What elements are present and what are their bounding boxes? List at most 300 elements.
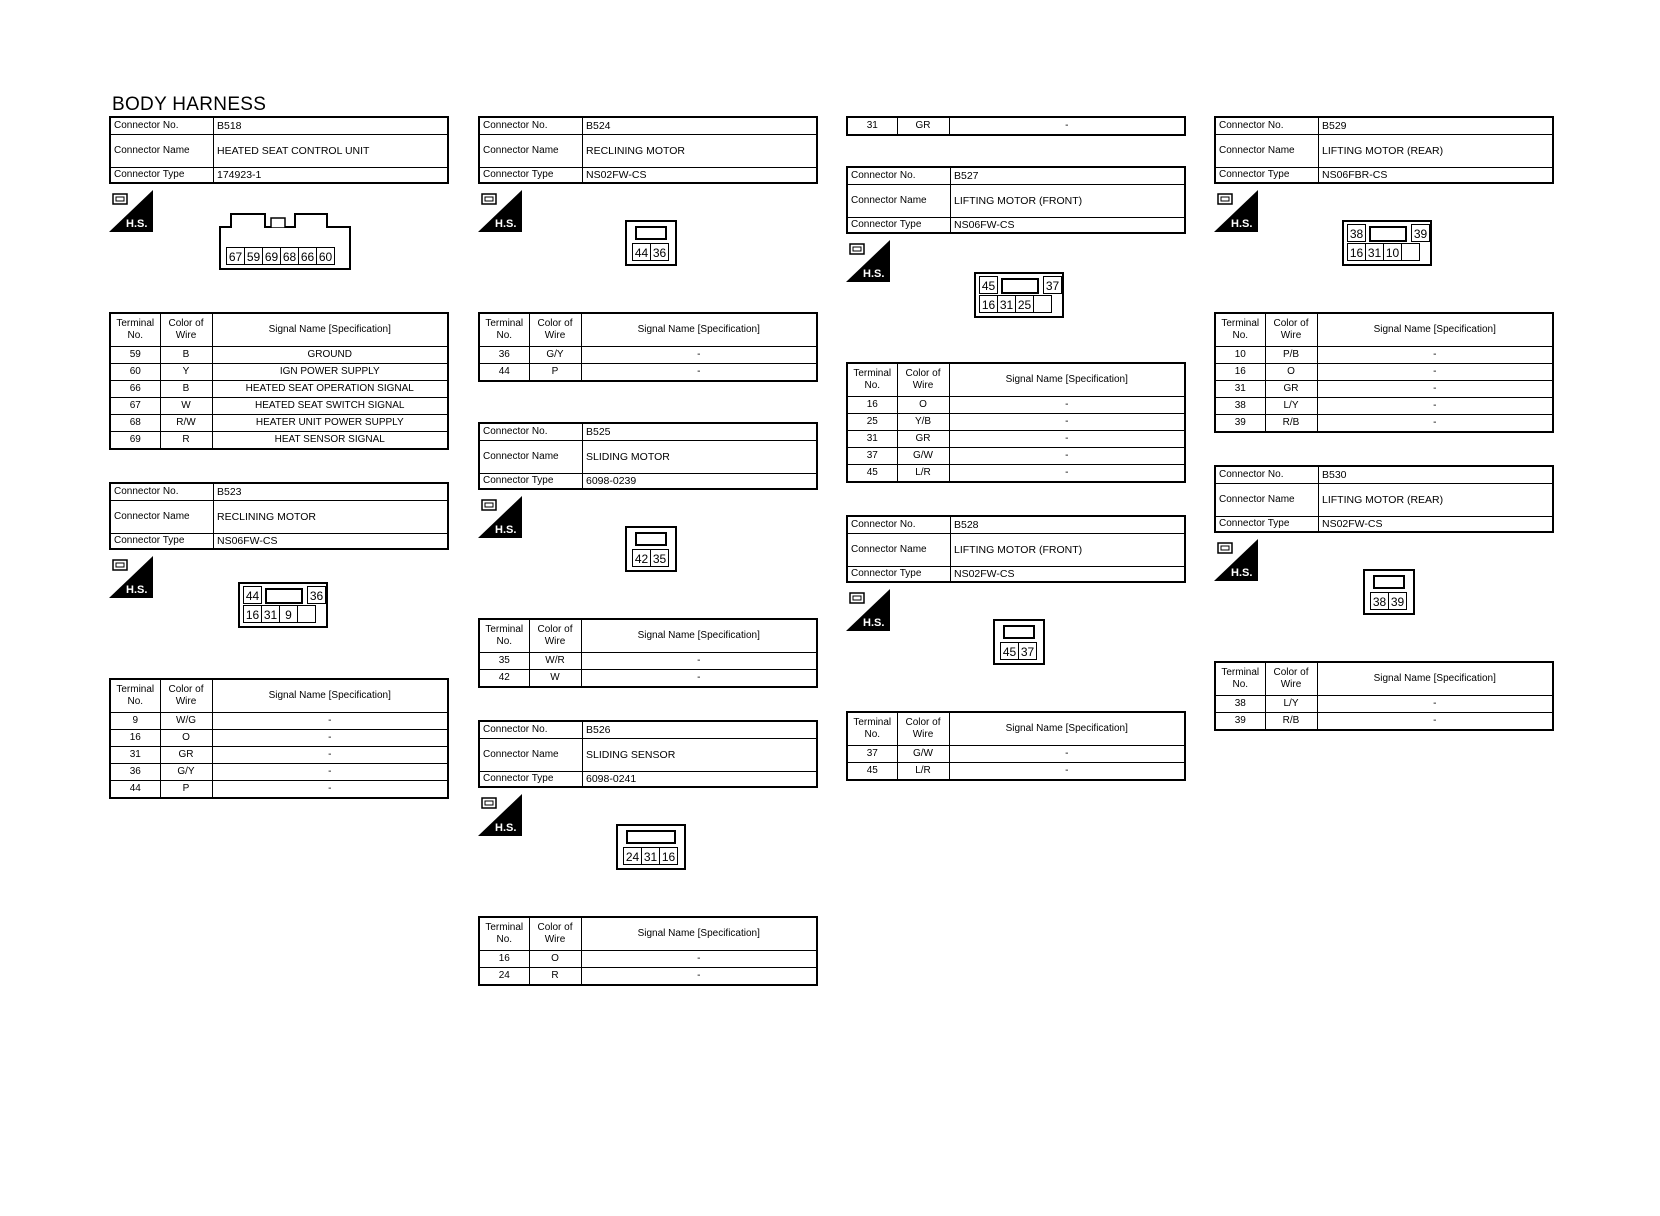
harness-side-icon: [109, 556, 153, 598]
connector-name-value: HEATED SEAT CONTROL UNIT: [214, 135, 449, 168]
pin-row-bottom: [243, 605, 315, 622]
signal-header: Signal Name [Specification]: [581, 313, 817, 347]
pin-row: [226, 247, 334, 264]
pin-cell: 9: [279, 605, 298, 623]
column-3: [846, 116, 1186, 781]
pin-cell: 24: [623, 847, 642, 865]
signal-cell: -: [581, 364, 817, 382]
pin-row: [1370, 592, 1406, 609]
table-row: [1215, 415, 1553, 433]
signal-cell: -: [1317, 398, 1553, 415]
connector-type-value: 6098-0241: [583, 772, 818, 788]
signal-cell: -: [212, 747, 448, 764]
terminal-cell: 16: [847, 397, 897, 414]
connector-info-b527: [846, 166, 1186, 234]
table-row: [110, 364, 448, 381]
pin-cell: 25: [1015, 295, 1034, 313]
terminal-cell: 38: [1215, 696, 1265, 713]
color-cell: GR: [897, 431, 949, 448]
terminal-cell: 42: [479, 670, 529, 688]
connector-info-b524: [478, 116, 818, 184]
signal-cell: IGN POWER SUPPLY: [212, 364, 448, 381]
harness-side-icon: [478, 190, 522, 232]
terminal-cell: 16: [1215, 364, 1265, 381]
connector-diagram-b528: [846, 583, 1186, 711]
signal-cell: -: [949, 117, 1185, 135]
color-cell: GR: [897, 117, 949, 135]
connector-face-b530: [1363, 569, 1415, 615]
signal-header: Signal Name [Specification]: [581, 917, 817, 951]
connector-no-label: Connector No.: [847, 516, 951, 534]
table-row: [847, 117, 1185, 135]
table-row: [1215, 364, 1553, 381]
connector-name-label: Connector Name: [847, 185, 951, 218]
color-header: Color of Wire: [1265, 313, 1317, 347]
color-cell: W: [529, 670, 581, 688]
terminal-cell: 24: [479, 968, 529, 986]
color-header: Color of Wire: [529, 619, 581, 653]
terminal-cell: 68: [110, 415, 160, 432]
terminal-cell: 16: [479, 951, 529, 968]
pin-row-top: [243, 586, 325, 604]
connector-no-label: Connector No.: [1215, 117, 1319, 135]
connector-no-value: B528: [951, 516, 1186, 534]
color-cell: R: [529, 968, 581, 986]
connector-info-b526: [478, 720, 818, 788]
pin-cell: 37: [1018, 642, 1037, 660]
connector-no-value: B529: [1319, 117, 1554, 135]
connector-name-value: LIFTING MOTOR (REAR): [1319, 135, 1554, 168]
color-header: Color of Wire: [897, 712, 949, 746]
pin-cell: 45: [1000, 642, 1019, 660]
table-row: [110, 347, 448, 364]
pin-cell-empty: [1033, 295, 1052, 313]
pin-cell-empty: [1401, 243, 1420, 261]
connector-type-value: 174923-1: [214, 168, 449, 184]
signal-cell: -: [949, 414, 1185, 431]
connector-type-label: Connector Type: [479, 168, 583, 184]
terminal-cell: 25: [847, 414, 897, 431]
table-row: [110, 713, 448, 730]
signal-cell: -: [581, 670, 817, 688]
color-cell: R/B: [1265, 415, 1317, 433]
table-row: [110, 432, 448, 450]
terminal-cell: 44: [110, 781, 160, 799]
signal-cell: -: [949, 746, 1185, 763]
connector-type-value: NS06FBR-CS: [1319, 168, 1554, 184]
connector-name-label: Connector Name: [479, 441, 583, 474]
connector-type-label: Connector Type: [1215, 168, 1319, 184]
terminal-cell: 38: [1215, 398, 1265, 415]
connector-info-b518: [109, 116, 449, 184]
color-cell: B: [160, 381, 212, 398]
terminal-table-b527: [846, 362, 1186, 483]
color-cell: O: [529, 951, 581, 968]
connector-diagram-b530: [1214, 533, 1554, 661]
pin-row-bottom: [979, 295, 1051, 312]
column-1: [109, 116, 449, 799]
connector-type-value: NS06FW-CS: [214, 534, 449, 550]
signal-cell: -: [949, 431, 1185, 448]
terminal-cell: 60: [110, 364, 160, 381]
signal-cell: -: [949, 465, 1185, 483]
pin-cell: 59: [244, 247, 263, 265]
color-cell: L/R: [897, 763, 949, 781]
hs-label: H.S.: [863, 268, 885, 280]
table-row: [110, 764, 448, 781]
connector-name-label: Connector Name: [1215, 135, 1319, 168]
latch-slot: [1003, 625, 1035, 639]
pin-cell: 16: [243, 605, 262, 623]
color-cell: G/Y: [529, 347, 581, 364]
latch-slot: [635, 532, 667, 546]
pin-cell: 31: [641, 847, 660, 865]
terminal-table-b526: [478, 916, 818, 986]
connector-no-label: Connector No.: [110, 117, 214, 135]
connector-type-value: NS02FW-CS: [583, 168, 818, 184]
pin-cell: 16: [979, 295, 998, 313]
connector-no-label: Connector No.: [110, 483, 214, 501]
signal-cell: HEATED SEAT OPERATION SIGNAL: [212, 381, 448, 398]
color-cell: R: [160, 432, 212, 450]
color-cell: B: [160, 347, 212, 364]
signal-cell: -: [581, 968, 817, 986]
connector-diagram-b523: [109, 550, 449, 678]
pin-cell: 31: [1365, 243, 1384, 261]
signal-cell: -: [949, 448, 1185, 465]
color-cell: O: [897, 397, 949, 414]
table-row: [110, 781, 448, 799]
terminal-table-b523: [109, 678, 449, 799]
table-row: [479, 670, 817, 688]
table-row: [1215, 381, 1553, 398]
pin-cell: 69: [262, 247, 281, 265]
color-cell: GR: [160, 747, 212, 764]
connector-name-value: LIFTING MOTOR (FRONT): [951, 185, 1186, 218]
terminal-no-header: Terminal No.: [110, 313, 160, 347]
terminal-table-b530: [1214, 661, 1554, 731]
connector-name-value: SLIDING MOTOR: [583, 441, 818, 474]
hs-label: H.S.: [126, 218, 148, 230]
page-title: BODY HARNESS: [112, 94, 267, 115]
terminal-table-b526-continued: [846, 116, 1186, 136]
pin-cell: 31: [997, 295, 1016, 313]
connector-info-b528: [846, 515, 1186, 583]
signal-cell: -: [1317, 347, 1553, 364]
pin-row: [623, 847, 677, 864]
column-2: [478, 116, 818, 986]
pin-cell: 67: [226, 247, 245, 265]
terminal-cell: 10: [1215, 347, 1265, 364]
hs-label: H.S.: [126, 584, 148, 596]
terminal-table-b518: [109, 312, 449, 450]
connector-name-value: LIFTING MOTOR (REAR): [1319, 484, 1554, 517]
color-header: Color of Wire: [529, 313, 581, 347]
color-cell: GR: [1265, 381, 1317, 398]
color-cell: W/G: [160, 713, 212, 730]
signal-header: Signal Name [Specification]: [949, 712, 1185, 746]
terminal-cell: 16: [110, 730, 160, 747]
connector-no-label: Connector No.: [479, 117, 583, 135]
table-row: [479, 951, 817, 968]
signal-header: Signal Name [Specification]: [212, 313, 448, 347]
terminal-no-header: Terminal No.: [1215, 662, 1265, 696]
connector-type-value: NS06FW-CS: [951, 218, 1186, 234]
terminal-cell: 35: [479, 653, 529, 670]
connector-info-b529: [1214, 116, 1554, 184]
color-cell: W: [160, 398, 212, 415]
signal-cell: -: [212, 730, 448, 747]
harness-side-icon: [846, 240, 890, 282]
table-row: [479, 347, 817, 364]
signal-header: Signal Name [Specification]: [1317, 662, 1553, 696]
harness-side-icon: [109, 190, 153, 232]
terminal-cell: 31: [110, 747, 160, 764]
pin-row: [632, 549, 668, 566]
table-row: [847, 746, 1185, 763]
connector-face-b524: [625, 220, 677, 266]
connector-face-b525: [625, 526, 677, 572]
connector-diagram-b529: [1214, 184, 1554, 312]
color-cell: G/Y: [160, 764, 212, 781]
latch-slot: [1369, 226, 1407, 242]
table-row: [847, 431, 1185, 448]
latch-slot: [635, 226, 667, 240]
terminal-cell: 31: [847, 431, 897, 448]
connector-name-label: Connector Name: [479, 135, 583, 168]
terminal-cell: 39: [1215, 713, 1265, 731]
table-row: [110, 730, 448, 747]
terminal-no-header: Terminal No.: [479, 619, 529, 653]
terminal-cell: 44: [479, 364, 529, 382]
connector-face-b527: [974, 272, 1064, 318]
terminal-no-header: Terminal No.: [847, 363, 897, 397]
harness-side-icon: [478, 794, 522, 836]
harness-side-icon: [1214, 539, 1258, 581]
pin-row: [632, 243, 668, 260]
connector-face-b526: [616, 824, 686, 870]
connector-no-value: B527: [951, 167, 1186, 185]
terminal-table-b529: [1214, 312, 1554, 433]
pin-cell: 44: [632, 243, 651, 261]
terminal-cell: 66: [110, 381, 160, 398]
table-row: [1215, 347, 1553, 364]
table-row: [110, 747, 448, 764]
connector-type-label: Connector Type: [479, 474, 583, 490]
color-header: Color of Wire: [1265, 662, 1317, 696]
terminal-cell: 45: [847, 465, 897, 483]
connector-no-value: B518: [214, 117, 449, 135]
signal-cell: HEATED SEAT SWITCH SIGNAL: [212, 398, 448, 415]
harness-side-icon: [478, 496, 522, 538]
harness-side-icon: [1214, 190, 1258, 232]
pin-cell: 10: [1383, 243, 1402, 261]
connector-no-value: B524: [583, 117, 818, 135]
terminal-table-b524: [478, 312, 818, 382]
hs-label: H.S.: [495, 822, 517, 834]
signal-header: Signal Name [Specification]: [581, 619, 817, 653]
pin-cell: 31: [261, 605, 280, 623]
pin-row: [1000, 642, 1036, 659]
signal-cell: -: [1317, 381, 1553, 398]
signal-header: Signal Name [Specification]: [212, 679, 448, 713]
signal-cell: -: [212, 713, 448, 730]
table-row: [847, 397, 1185, 414]
color-header: Color of Wire: [897, 363, 949, 397]
signal-header: Signal Name [Specification]: [949, 363, 1185, 397]
terminal-no-header: Terminal No.: [479, 313, 529, 347]
signal-cell: -: [1317, 696, 1553, 713]
signal-cell: -: [212, 764, 448, 781]
terminal-cell: 31: [1215, 381, 1265, 398]
connector-no-value: B523: [214, 483, 449, 501]
pin-cell: 66: [298, 247, 317, 265]
hs-label: H.S.: [1231, 218, 1253, 230]
table-row: [479, 653, 817, 670]
pin-cell: 35: [650, 549, 669, 567]
terminal-cell: 36: [479, 347, 529, 364]
table-row: [479, 968, 817, 986]
connector-type-value: 6098-0239: [583, 474, 818, 490]
signal-cell: -: [1317, 713, 1553, 731]
connector-name-label: Connector Name: [479, 739, 583, 772]
color-cell: R/W: [160, 415, 212, 432]
table-row: [847, 414, 1185, 431]
color-cell: O: [1265, 364, 1317, 381]
table-row: [110, 398, 448, 415]
connector-name-value: RECLINING MOTOR: [214, 501, 449, 534]
connector-no-value: B525: [583, 423, 818, 441]
signal-cell: HEAT SENSOR SIGNAL: [212, 432, 448, 450]
color-cell: Y: [160, 364, 212, 381]
connector-info-b530: [1214, 465, 1554, 533]
pin-cell: 37: [1043, 276, 1062, 294]
terminal-no-header: Terminal No.: [479, 917, 529, 951]
terminal-no-header: Terminal No.: [1215, 313, 1265, 347]
terminal-table-b528: [846, 711, 1186, 781]
latch-slot: [626, 830, 676, 844]
signal-cell: -: [581, 347, 817, 364]
table-row: [847, 465, 1185, 483]
signal-cell: -: [1317, 364, 1553, 381]
connector-diagram-b524: [478, 184, 818, 312]
pin-cell: 38: [1347, 224, 1366, 242]
pin-cell: 68: [280, 247, 299, 265]
latch-slot: [1373, 575, 1405, 589]
color-cell: G/W: [897, 448, 949, 465]
signal-cell: -: [581, 653, 817, 670]
connector-no-label: Connector No.: [847, 167, 951, 185]
connector-type-label: Connector Type: [1215, 517, 1319, 533]
column-4: [1214, 116, 1554, 731]
connector-name-value: LIFTING MOTOR (FRONT): [951, 534, 1186, 567]
connector-no-label: Connector No.: [479, 423, 583, 441]
terminal-cell: 37: [847, 448, 897, 465]
latch-slot: [1001, 278, 1039, 294]
hs-label: H.S.: [495, 218, 517, 230]
pin-cell: 39: [1411, 224, 1430, 242]
connector-no-value: B526: [583, 721, 818, 739]
color-cell: G/W: [897, 746, 949, 763]
color-cell: Y/B: [897, 414, 949, 431]
color-header: Color of Wire: [160, 313, 212, 347]
pin-cell: 39: [1388, 592, 1407, 610]
connector-no-value: B530: [1319, 466, 1554, 484]
hs-label: H.S.: [1231, 567, 1253, 579]
table-row: [1215, 696, 1553, 713]
connector-type-label: Connector Type: [110, 168, 214, 184]
table-row: [847, 448, 1185, 465]
pin-cell: 44: [243, 586, 262, 604]
color-cell: P/B: [1265, 347, 1317, 364]
table-row: [110, 381, 448, 398]
pin-cell: 38: [1370, 592, 1389, 610]
connector-name-value: RECLINING MOTOR: [583, 135, 818, 168]
connector-face-b528: [993, 619, 1045, 665]
connector-type-label: Connector Type: [110, 534, 214, 550]
connector-name-label: Connector Name: [110, 135, 214, 168]
connector-name-label: Connector Name: [1215, 484, 1319, 517]
connector-type-label: Connector Type: [479, 772, 583, 788]
signal-cell: -: [581, 951, 817, 968]
terminal-cell: 45: [847, 763, 897, 781]
connector-type-value: NS02FW-CS: [951, 567, 1186, 583]
connector-diagram-b525: [478, 490, 818, 618]
pin-cell: 36: [650, 243, 669, 261]
table-row: [1215, 713, 1553, 731]
terminal-table-b525: [478, 618, 818, 688]
signal-header: Signal Name [Specification]: [1317, 313, 1553, 347]
color-cell: P: [160, 781, 212, 799]
pin-cell-empty: [297, 605, 316, 623]
color-header: Color of Wire: [529, 917, 581, 951]
connector-face-b523: [238, 582, 328, 628]
hs-label: H.S.: [863, 617, 885, 629]
connector-diagram-b518: [109, 184, 449, 312]
connector-face-b529: [1342, 220, 1432, 266]
color-cell: L/R: [897, 465, 949, 483]
pin-cell: 36: [307, 586, 326, 604]
signal-cell: -: [212, 781, 448, 799]
connector-info-b525: [478, 422, 818, 490]
connector-key-shape: [221, 212, 349, 228]
table-row: [479, 364, 817, 382]
color-cell: L/Y: [1265, 696, 1317, 713]
signal-cell: -: [949, 397, 1185, 414]
connector-type-value: NS02FW-CS: [1319, 517, 1554, 533]
color-cell: R/B: [1265, 713, 1317, 731]
pin-cell: 16: [1347, 243, 1366, 261]
signal-cell: -: [949, 763, 1185, 781]
terminal-cell: 31: [847, 117, 897, 135]
table-row: [847, 763, 1185, 781]
table-row: [110, 415, 448, 432]
connector-name-label: Connector Name: [847, 534, 951, 567]
pin-cell: 42: [632, 549, 651, 567]
pin-cell: 16: [659, 847, 678, 865]
connector-name-value: SLIDING SENSOR: [583, 739, 818, 772]
pin-row-bottom: [1347, 243, 1419, 260]
connector-no-label: Connector No.: [1215, 466, 1319, 484]
color-cell: L/Y: [1265, 398, 1317, 415]
signal-cell: HEATER UNIT POWER SUPPLY: [212, 415, 448, 432]
signal-cell: -: [1317, 415, 1553, 433]
pin-cell: 45: [979, 276, 998, 294]
terminal-cell: 69: [110, 432, 160, 450]
terminal-no-header: Terminal No.: [847, 712, 897, 746]
harness-side-icon: [846, 589, 890, 631]
signal-cell: GROUND: [212, 347, 448, 364]
